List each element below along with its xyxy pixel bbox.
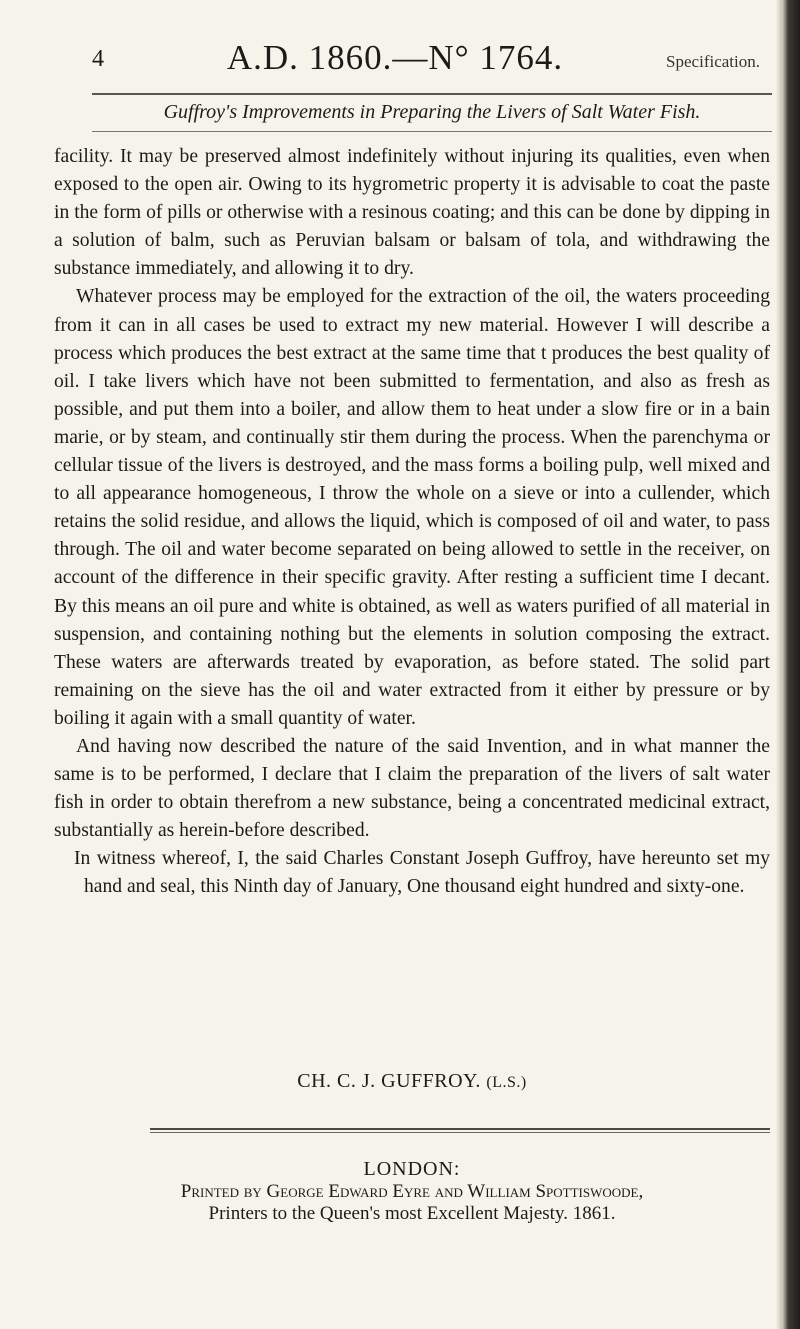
footer-rule	[150, 1128, 770, 1130]
paragraph-3: And having now described the nature of the said Invention, and in what manner the same is to be performed, I declare that I claim the preparation of the livers of salt water fish in order to obtain therefrom a new substance, being a concentrated medicinal extract, substantially as herein-before described.	[54, 735, 770, 842]
paragraph-4: In witness whereof, I, the said Charles Constant Joseph Guffroy, have hereunto set my hand and seal, this Ninth day of January, One thousand eight hundred and sixty-one.	[74, 848, 770, 898]
imprint-line-2: Printers to the Queen's most Excellent Majesty. 1861.	[208, 1203, 616, 1224]
page-edge	[782, 0, 800, 1329]
imprint	[54, 1158, 770, 1225]
header-section: Specification.	[666, 52, 760, 71]
signature-name: CH. C. J. GUFFROY.	[297, 1070, 481, 1092]
imprint-city: LONDON:	[363, 1158, 461, 1180]
signature-seal: (L.S.)	[486, 1074, 527, 1091]
footer-rule-thin	[150, 1132, 770, 1133]
imprint-line-1: Printed by George Edward Eyre and William Spottiswoode,	[180, 1181, 644, 1202]
paragraph-1: facility. It may be preserved almost indefinitely without injuring its qualities, even when exposed to the open air. Owing to its hygrometric property it is advisable to coat the paste in the form of pills or otherwise with a resinous coating; and this can be done by dipping in a solution of balm, such as Peruvian balsam or balsam of tola, and withdrawing the substance immediately, and allowing it to dry.	[54, 146, 770, 280]
page-number: 4	[92, 46, 104, 72]
paragraph-2: Whatever process may be employed for the extraction of the oil, the waters proceeding from it can in all cases be used to extract my new material. However I will describe a process which produces the best extract at the same time that t produces the best quality of oil. I take livers which have not been submitted to fermentation, and also as fresh as possible, and put them into a boiler, and allow them to heat under a slow fire or in a bain marie, or by steam, and continually stir them during the process. When the parenchyma or cellular tissue of the livers is destroyed, and the mass forms a boiling pulp, well mixed and to all appearance homogeneous, I throw the whole on a sieve or into a cullender, which retains the solid residue, and allows the liquid, which is composed of oil and water, to pass through. The oil and water become separated on being allowed to settle in the receiver, on account of the difference in their specific gravity. After resting a sufficient time I decant. By this means an oil pure and white is obtained, as well as waters purified of all material in suspension, and containing nothing but the elements in solution composing the extract. These waters are afterwards treated by evaporation, as before stated. The solid part remaining on the sieve has the oil and water extracted from it either by pressure or by boiling it again with a small quantity of water.	[54, 286, 770, 729]
running-title: Guffroy's Improvements in Preparing the Livers of Salt Water Fish.	[163, 101, 701, 123]
body-text	[54, 143, 770, 902]
header-rule	[92, 93, 772, 95]
header-title: A.D. 1860.—N° 1764.	[226, 38, 564, 77]
signature	[54, 1070, 770, 1093]
page-header	[0, 38, 790, 88]
title-rule	[92, 131, 772, 132]
